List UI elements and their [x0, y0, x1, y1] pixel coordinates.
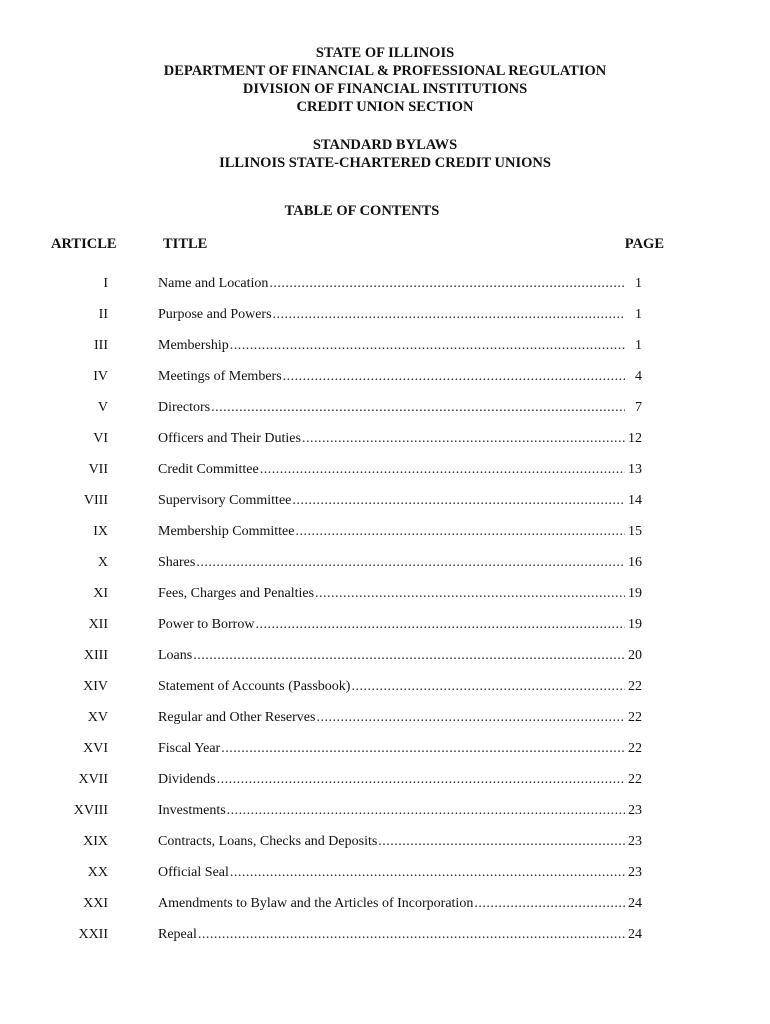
- toc-page-number: 19: [628, 617, 642, 632]
- toc-entry-line: [158, 399, 642, 417]
- toc-entry-line: [158, 740, 642, 758]
- toc-entry-line: [158, 585, 642, 603]
- toc-title: TABLE OF CONTENTS: [284, 203, 440, 219]
- toc-article-number: IV: [93, 369, 108, 384]
- column-header-page: PAGE: [624, 236, 664, 252]
- document-subheader: [0, 136, 770, 172]
- toc-page-number: 15: [628, 524, 642, 539]
- toc-entry[interactable]: [0, 895, 770, 926]
- toc-article-number: XVII: [78, 772, 108, 787]
- toc-article-number: V: [97, 400, 108, 415]
- toc-dot-leader: [255, 616, 625, 634]
- toc-dot-leader: [283, 368, 625, 386]
- toc-article-title: Regular and Other Reserves: [158, 710, 316, 725]
- toc-entry-line: [158, 833, 642, 851]
- toc-entry-line: [158, 709, 642, 727]
- toc-entry-line: [158, 864, 642, 882]
- toc-entry[interactable]: [0, 461, 770, 492]
- toc-article-number: XIV: [83, 679, 108, 694]
- toc-article-number: II: [98, 307, 108, 322]
- toc-article-number: VI: [93, 431, 108, 446]
- toc-entry[interactable]: [0, 337, 770, 368]
- toc-article-number: VII: [88, 462, 108, 477]
- toc-dot-leader: [221, 740, 625, 758]
- toc-entry[interactable]: [0, 585, 770, 616]
- toc-dot-leader: [295, 523, 625, 541]
- toc-article-title: Contracts, Loans, Checks and Deposits: [158, 834, 378, 849]
- toc-article-title: Investments: [158, 803, 226, 818]
- toc-dot-leader: [230, 337, 625, 355]
- toc-entry[interactable]: [0, 802, 770, 833]
- toc-article-number: X: [97, 555, 108, 570]
- toc-entry-line: [158, 492, 642, 510]
- toc-article-title: Loans: [158, 648, 193, 663]
- toc-article-title: Officers and Their Duties: [158, 431, 301, 446]
- toc-dot-leader: [269, 275, 625, 293]
- header-state: STATE OF ILLINOIS: [315, 45, 455, 61]
- toc-article-title: Meetings of Members: [158, 369, 282, 384]
- toc-dot-leader: [273, 306, 625, 324]
- toc-entry[interactable]: [0, 275, 770, 306]
- toc-dot-leader: [260, 461, 625, 479]
- toc-entry[interactable]: [0, 864, 770, 895]
- toc-article-number: XXI: [83, 896, 108, 911]
- toc-entry-line: [158, 678, 642, 696]
- toc-entry[interactable]: [0, 833, 770, 864]
- toc-article-title: Membership: [158, 338, 229, 353]
- toc-entry[interactable]: [0, 926, 770, 957]
- toc-article-number: III: [94, 338, 108, 353]
- toc-page-number: 24: [628, 896, 642, 911]
- header-department: DEPARTMENT OF FINANCIAL & PROFESSIONAL REGULATION: [163, 63, 607, 79]
- toc-page-number: 20: [628, 648, 642, 663]
- toc-article-title: Credit Committee: [158, 462, 259, 477]
- toc-entry-line: [158, 368, 642, 386]
- toc-article-title: Amendments to Bylaw and the Articles of Incorporation: [158, 896, 474, 911]
- toc-page-number: 1: [635, 338, 642, 353]
- toc-page-number: 22: [628, 741, 642, 756]
- toc-article-title: Repeal: [158, 927, 197, 942]
- toc-entry-line: [158, 275, 642, 293]
- toc-entry[interactable]: [0, 740, 770, 771]
- toc-dot-leader: [302, 430, 625, 448]
- toc-page-number: 1: [635, 276, 642, 291]
- toc-dot-leader: [230, 864, 625, 882]
- toc-article-number: XII: [88, 617, 108, 632]
- toc-article-title: Purpose and Powers: [158, 307, 272, 322]
- toc-entry-line: [158, 895, 642, 913]
- toc-article-title: Shares: [158, 555, 196, 570]
- toc-dot-leader: [198, 926, 625, 944]
- toc-entry-line: [158, 430, 642, 448]
- toc-article-number: XX: [87, 865, 108, 880]
- toc-entry[interactable]: [0, 771, 770, 802]
- toc-article-number: XV: [87, 710, 108, 725]
- toc-entry-line: [158, 337, 642, 355]
- toc-page-number: 12: [628, 431, 642, 446]
- document-header: [0, 44, 770, 116]
- toc-article-title: Supervisory Committee: [158, 493, 292, 508]
- toc-page-number: 22: [628, 679, 642, 694]
- toc-article-title: Dividends: [158, 772, 216, 787]
- toc-list: [0, 275, 770, 957]
- toc-entry-line: [158, 306, 642, 324]
- toc-page-number: 7: [635, 400, 642, 415]
- toc-article-number: XIII: [83, 648, 108, 663]
- toc-entry-line: [158, 926, 642, 944]
- subheader-standard-bylaws: STANDARD BYLAWS: [312, 137, 458, 153]
- toc-article-title: Official Seal: [158, 865, 229, 880]
- toc-article-number: XVI: [83, 741, 108, 756]
- toc-entry-line: [158, 461, 642, 479]
- toc-article-title: Membership Committee: [158, 524, 295, 539]
- toc-page-number: 23: [628, 803, 642, 818]
- toc-dot-leader: [378, 833, 625, 851]
- toc-entry-line: [158, 647, 642, 665]
- toc-page-number: 23: [628, 865, 642, 880]
- subheader-credit-unions: ILLINOIS STATE-CHARTERED CREDIT UNIONS: [219, 155, 551, 171]
- toc-dot-leader: [351, 678, 625, 696]
- toc-page-number: 16: [628, 555, 642, 570]
- toc-dot-leader: [316, 709, 625, 727]
- toc-article-number: XI: [93, 586, 108, 601]
- toc-entry[interactable]: [0, 554, 770, 585]
- toc-article-number: IX: [93, 524, 108, 539]
- toc-entry-line: [158, 523, 642, 541]
- toc-article-number: XVIII: [73, 803, 108, 818]
- toc-article-number: XIX: [83, 834, 108, 849]
- toc-entry-line: [158, 616, 642, 634]
- toc-dot-leader: [474, 895, 625, 913]
- toc-page-number: 19: [628, 586, 642, 601]
- toc-article-title: Power to Borrow: [158, 617, 255, 632]
- toc-entry[interactable]: [0, 523, 770, 554]
- toc-entry[interactable]: [0, 647, 770, 678]
- toc-article-title: Directors: [158, 400, 211, 415]
- toc-entry[interactable]: [0, 306, 770, 337]
- toc-entry[interactable]: [0, 368, 770, 399]
- toc-dot-leader: [196, 554, 625, 572]
- toc-article-title: Fees, Charges and Penalties: [158, 586, 315, 601]
- toc-page-number: 13: [628, 462, 642, 477]
- toc-article-title: Name and Location: [158, 276, 269, 291]
- toc-page-number: 22: [628, 710, 642, 725]
- toc-entry[interactable]: [0, 492, 770, 523]
- toc-page-number: 24: [628, 927, 642, 942]
- toc-page-number: 1: [635, 307, 642, 322]
- toc-dot-leader: [227, 802, 625, 820]
- toc-entry[interactable]: [0, 709, 770, 740]
- toc-entry-line: [158, 554, 642, 572]
- toc-dot-leader: [211, 399, 625, 417]
- toc-entry[interactable]: [0, 430, 770, 461]
- toc-dot-leader: [292, 492, 625, 510]
- toc-page-number: 23: [628, 834, 642, 849]
- toc-dot-leader: [193, 647, 625, 665]
- toc-article-number: XXII: [78, 927, 108, 942]
- column-header-article: ARTICLE: [51, 236, 117, 252]
- toc-dot-leader: [315, 585, 625, 603]
- toc-entry[interactable]: [0, 616, 770, 647]
- toc-article-number: I: [103, 276, 108, 291]
- toc-entry-line: [158, 771, 642, 789]
- column-header-title: TITLE: [163, 236, 208, 252]
- toc-article-title: Statement of Accounts (Passbook): [158, 679, 351, 694]
- toc-dot-leader: [217, 771, 625, 789]
- toc-page-number: 14: [628, 493, 642, 508]
- toc-page-number: 22: [628, 772, 642, 787]
- toc-entry-line: [158, 802, 642, 820]
- header-division: DIVISION OF FINANCIAL INSTITUTIONS: [242, 81, 528, 97]
- toc-entry[interactable]: [0, 399, 770, 430]
- toc-column-headers: [0, 235, 770, 253]
- header-section: CREDIT UNION SECTION: [296, 99, 474, 115]
- toc-article-number: VIII: [83, 493, 108, 508]
- toc-article-title: Fiscal Year: [158, 741, 221, 756]
- toc-page-number: 4: [635, 369, 642, 384]
- toc-entry[interactable]: [0, 678, 770, 709]
